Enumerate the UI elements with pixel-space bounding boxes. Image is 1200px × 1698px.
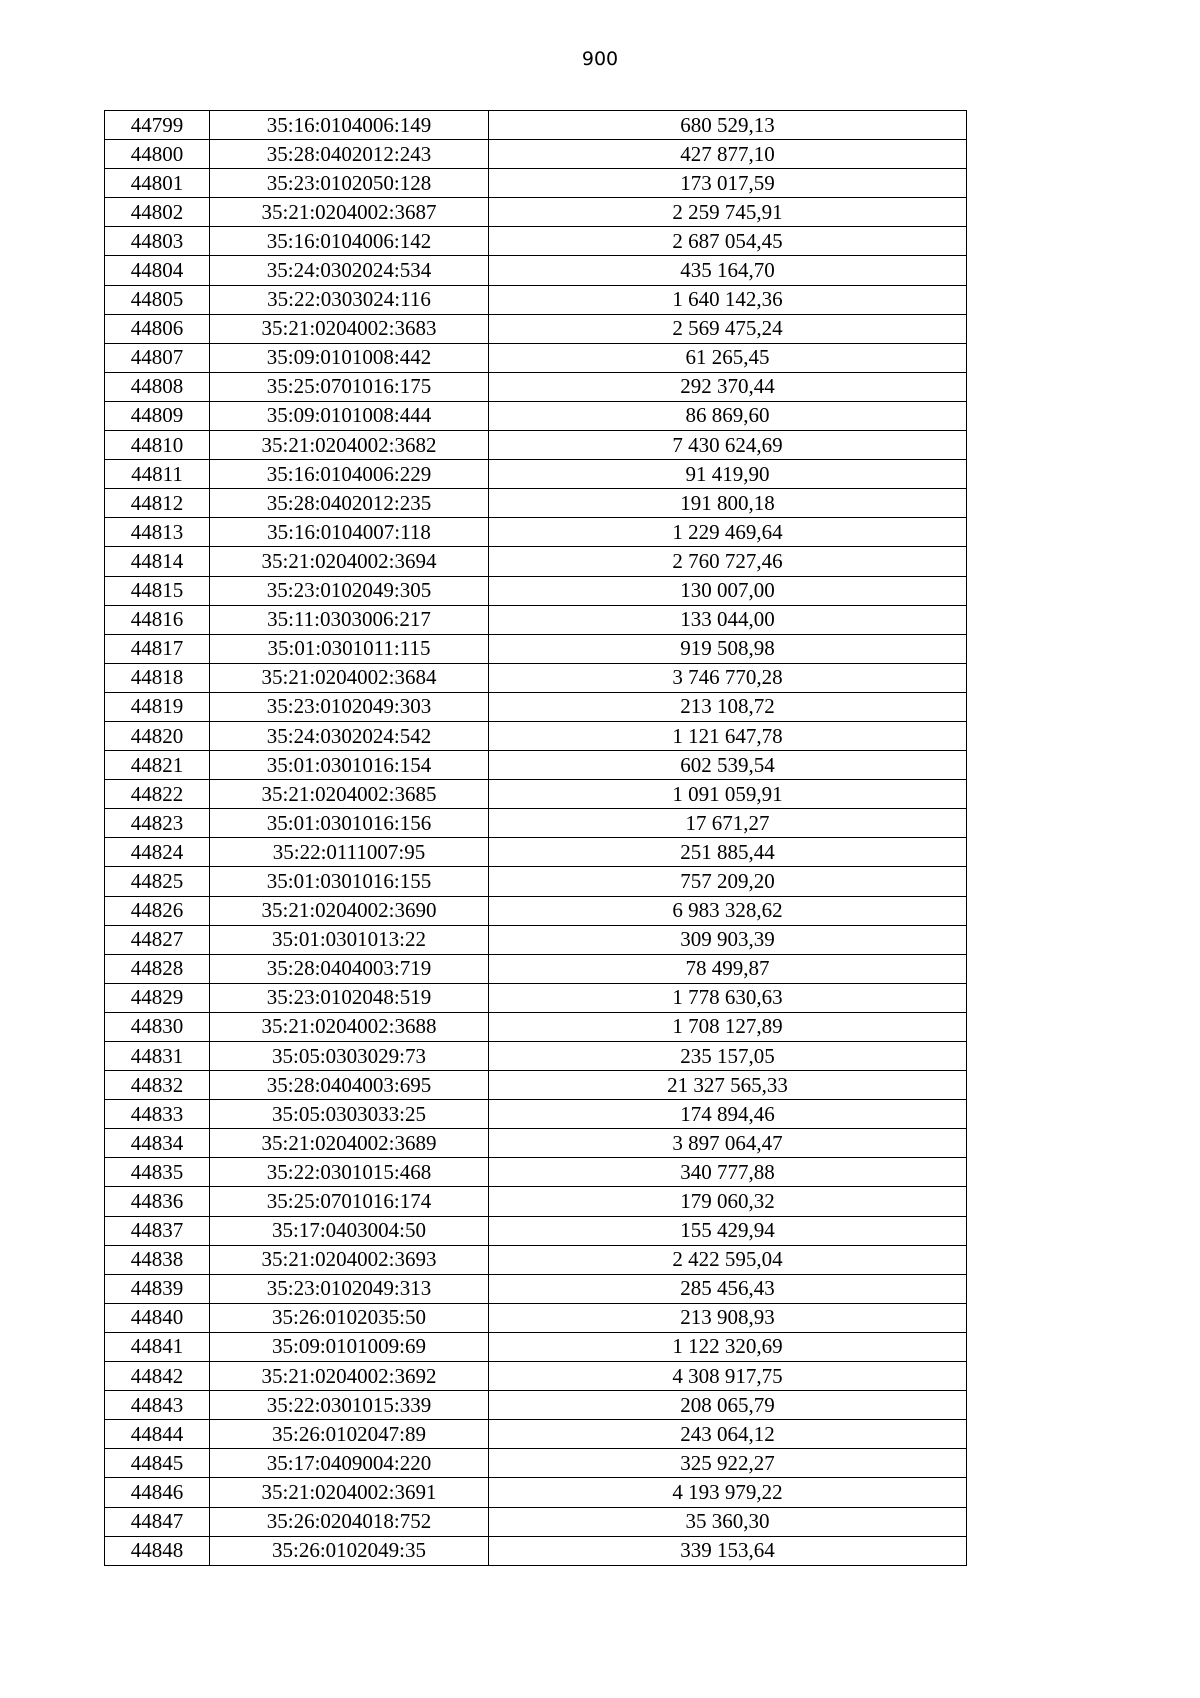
row-number-cell: 44838	[105, 1245, 210, 1274]
page-number: 900	[581, 48, 619, 70]
cadastral-value-cell: 292 370,44	[489, 372, 967, 401]
cadastral-value-cell: 2 569 475,24	[489, 314, 967, 343]
row-number-cell: 44840	[105, 1303, 210, 1332]
table-row	[105, 605, 967, 634]
table-row	[105, 169, 967, 198]
row-number-cell: 44807	[105, 343, 210, 372]
row-number-cell: 44835	[105, 1158, 210, 1187]
cadastral-number-cell: 35:22:0303024:116	[210, 285, 489, 314]
row-number-cell: 44818	[105, 663, 210, 692]
table-row	[105, 925, 967, 954]
cadastral-value-cell: 7 430 624,69	[489, 431, 967, 460]
cadastral-number-cell: 35:17:0403004:50	[210, 1216, 489, 1245]
row-number-cell: 44806	[105, 314, 210, 343]
cadastral-number-cell: 35:11:0303006:217	[210, 605, 489, 634]
cadastral-number-cell: 35:16:0104006:149	[210, 111, 489, 140]
cadastral-value-cell: 155 429,94	[489, 1216, 967, 1245]
table-row	[105, 140, 967, 169]
row-number-cell: 44802	[105, 198, 210, 227]
table-row	[105, 954, 967, 983]
cadastral-number-cell: 35:05:0303029:73	[210, 1042, 489, 1071]
row-number-cell: 44813	[105, 518, 210, 547]
cadastral-value-cell: 21 327 565,33	[489, 1071, 967, 1100]
table-row	[105, 1129, 967, 1158]
row-number-cell: 44845	[105, 1449, 210, 1478]
cadastral-number-cell: 35:28:0402012:243	[210, 140, 489, 169]
table-row	[105, 780, 967, 809]
cadastral-value-cell: 285 456,43	[489, 1274, 967, 1303]
table-row	[105, 1362, 967, 1391]
cadastral-number-cell: 35:21:0204002:3692	[210, 1362, 489, 1391]
cadastral-value-cell: 213 108,72	[489, 692, 967, 721]
row-number-cell: 44842	[105, 1362, 210, 1391]
cadastral-number-cell: 35:01:0301016:154	[210, 751, 489, 780]
table-row	[105, 1449, 967, 1478]
table-row	[105, 1420, 967, 1449]
cadastral-number-cell: 35:16:0104006:142	[210, 227, 489, 256]
cadastral-number-cell: 35:09:0101008:442	[210, 343, 489, 372]
table-row	[105, 1391, 967, 1420]
cadastral-value-cell: 325 922,27	[489, 1449, 967, 1478]
row-number-cell: 44819	[105, 692, 210, 721]
table-row	[105, 1012, 967, 1041]
cadastral-number-cell: 35:26:0204018:752	[210, 1507, 489, 1536]
table-row	[105, 198, 967, 227]
cadastral-value-cell: 2 760 727,46	[489, 547, 967, 576]
cadastral-value-cell: 427 877,10	[489, 140, 967, 169]
table-row	[105, 721, 967, 750]
cadastral-value-cell: 208 065,79	[489, 1391, 967, 1420]
cadastral-number-cell: 35:26:0102049:35	[210, 1536, 489, 1565]
row-number-cell: 44824	[105, 838, 210, 867]
cadastral-number-cell: 35:21:0204002:3682	[210, 431, 489, 460]
cadastral-number-cell: 35:24:0302024:534	[210, 256, 489, 285]
cadastral-value-cell: 1 121 647,78	[489, 721, 967, 750]
row-number-cell: 44829	[105, 983, 210, 1012]
cadastral-value-cell: 1 640 142,36	[489, 285, 967, 314]
table-row	[105, 1507, 967, 1536]
cadastral-value-cell: 17 671,27	[489, 809, 967, 838]
cadastral-value-cell: 133 044,00	[489, 605, 967, 634]
table-row	[105, 489, 967, 518]
cadastral-value-cell: 680 529,13	[489, 111, 967, 140]
cadastral-value-cell: 1 229 469,64	[489, 518, 967, 547]
row-number-cell: 44828	[105, 954, 210, 983]
cadastral-number-cell: 35:05:0303033:25	[210, 1100, 489, 1129]
row-number-cell: 44825	[105, 867, 210, 896]
cadastral-value-cell: 602 539,54	[489, 751, 967, 780]
cadastral-value-cell: 243 064,12	[489, 1420, 967, 1449]
table-row	[105, 1332, 967, 1361]
row-number-cell: 44834	[105, 1129, 210, 1158]
cadastral-value-cell: 309 903,39	[489, 925, 967, 954]
cadastral-value-cell: 173 017,59	[489, 169, 967, 198]
cadastral-value-cell: 1 122 320,69	[489, 1332, 967, 1361]
cadastral-number-cell: 35:23:0102049:313	[210, 1274, 489, 1303]
cadastral-value-cell: 757 209,20	[489, 867, 967, 896]
table-row	[105, 1100, 967, 1129]
table-row	[105, 401, 967, 430]
row-number-cell: 44809	[105, 401, 210, 430]
table-row	[105, 111, 967, 140]
table-row	[105, 256, 967, 285]
cadastral-number-cell: 35:09:0101009:69	[210, 1332, 489, 1361]
cadastral-number-cell: 35:22:0301015:339	[210, 1391, 489, 1420]
cadastral-value-cell: 4 308 917,75	[489, 1362, 967, 1391]
table-row	[105, 372, 967, 401]
row-number-cell: 44811	[105, 460, 210, 489]
row-number-cell: 44844	[105, 1420, 210, 1449]
table-row	[105, 227, 967, 256]
cadastral-value-cell: 1 091 059,91	[489, 780, 967, 809]
table-row	[105, 1187, 967, 1216]
cadastral-number-cell: 35:28:0404003:695	[210, 1071, 489, 1100]
table-row	[105, 663, 967, 692]
cadastral-value-cell: 78 499,87	[489, 954, 967, 983]
cadastral-number-cell: 35:21:0204002:3683	[210, 314, 489, 343]
table-row	[105, 838, 967, 867]
cadastral-value-cell: 3 746 770,28	[489, 663, 967, 692]
row-number-cell: 44805	[105, 285, 210, 314]
cadastral-number-cell: 35:16:0104006:229	[210, 460, 489, 489]
table-row	[105, 518, 967, 547]
cadastral-value-cell: 2 259 745,91	[489, 198, 967, 227]
row-number-cell: 44827	[105, 925, 210, 954]
cadastral-number-cell: 35:22:0301015:468	[210, 1158, 489, 1187]
cadastral-value-cell: 2 422 595,04	[489, 1245, 967, 1274]
table-row	[105, 547, 967, 576]
cadastral-value-table	[104, 110, 967, 1566]
table-row	[105, 314, 967, 343]
row-number-cell: 44820	[105, 721, 210, 750]
cadastral-number-cell: 35:01:0301016:156	[210, 809, 489, 838]
cadastral-number-cell: 35:25:0701016:175	[210, 372, 489, 401]
row-number-cell: 44821	[105, 751, 210, 780]
table-row	[105, 983, 967, 1012]
table-body	[105, 111, 967, 1566]
cadastral-number-cell: 35:26:0102047:89	[210, 1420, 489, 1449]
cadastral-number-cell: 35:16:0104007:118	[210, 518, 489, 547]
row-number-cell: 44812	[105, 489, 210, 518]
row-number-cell: 44823	[105, 809, 210, 838]
cadastral-value-cell: 339 153,64	[489, 1536, 967, 1565]
cadastral-number-cell: 35:21:0204002:3690	[210, 896, 489, 925]
table-row	[105, 1274, 967, 1303]
cadastral-value-cell: 91 419,90	[489, 460, 967, 489]
row-number-cell: 44801	[105, 169, 210, 198]
cadastral-number-cell: 35:23:0102050:128	[210, 169, 489, 198]
cadastral-value-cell: 213 908,93	[489, 1303, 967, 1332]
table-row	[105, 1042, 967, 1071]
cadastral-value-cell: 130 007,00	[489, 576, 967, 605]
table-row	[105, 867, 967, 896]
row-number-cell: 44814	[105, 547, 210, 576]
table-row	[105, 692, 967, 721]
cadastral-number-cell: 35:23:0102048:519	[210, 983, 489, 1012]
cadastral-value-cell: 191 800,18	[489, 489, 967, 518]
row-number-cell: 44803	[105, 227, 210, 256]
cadastral-number-cell: 35:21:0204002:3689	[210, 1129, 489, 1158]
cadastral-number-cell: 35:25:0701016:174	[210, 1187, 489, 1216]
table-row	[105, 1303, 967, 1332]
cadastral-value-cell: 179 060,32	[489, 1187, 967, 1216]
cadastral-number-cell: 35:21:0204002:3688	[210, 1012, 489, 1041]
row-number-cell: 44833	[105, 1100, 210, 1129]
cadastral-number-cell: 35:09:0101008:444	[210, 401, 489, 430]
cadastral-number-cell: 35:26:0102035:50	[210, 1303, 489, 1332]
table-row	[105, 460, 967, 489]
row-number-cell: 44832	[105, 1071, 210, 1100]
cadastral-number-cell: 35:23:0102049:305	[210, 576, 489, 605]
table-row	[105, 1245, 967, 1274]
cadastral-value-cell: 4 193 979,22	[489, 1478, 967, 1507]
cadastral-value-cell: 6 983 328,62	[489, 896, 967, 925]
cadastral-number-cell: 35:17:0409004:220	[210, 1449, 489, 1478]
cadastral-value-cell: 3 897 064,47	[489, 1129, 967, 1158]
cadastral-number-cell: 35:24:0302024:542	[210, 721, 489, 750]
row-number-cell: 44810	[105, 431, 210, 460]
cadastral-value-cell: 251 885,44	[489, 838, 967, 867]
cadastral-value-cell: 919 508,98	[489, 634, 967, 663]
row-number-cell: 44804	[105, 256, 210, 285]
row-number-cell: 44846	[105, 1478, 210, 1507]
row-number-cell: 44799	[105, 111, 210, 140]
table-row	[105, 343, 967, 372]
table-row	[105, 576, 967, 605]
cadastral-value-cell: 86 869,60	[489, 401, 967, 430]
row-number-cell: 44839	[105, 1274, 210, 1303]
cadastral-number-cell: 35:21:0204002:3684	[210, 663, 489, 692]
row-number-cell: 44826	[105, 896, 210, 925]
cadastral-value-cell: 174 894,46	[489, 1100, 967, 1129]
cadastral-number-cell: 35:21:0204002:3691	[210, 1478, 489, 1507]
table-row	[105, 1478, 967, 1507]
cadastral-number-cell: 35:23:0102049:303	[210, 692, 489, 721]
table-row	[105, 809, 967, 838]
row-number-cell: 44822	[105, 780, 210, 809]
cadastral-number-cell: 35:21:0204002:3685	[210, 780, 489, 809]
row-number-cell: 44841	[105, 1332, 210, 1361]
row-number-cell: 44800	[105, 140, 210, 169]
cadastral-value-cell: 340 777,88	[489, 1158, 967, 1187]
cadastral-value-cell: 1 778 630,63	[489, 983, 967, 1012]
row-number-cell: 44847	[105, 1507, 210, 1536]
cadastral-value-cell: 435 164,70	[489, 256, 967, 285]
cadastral-number-cell: 35:01:0301011:115	[210, 634, 489, 663]
cadastral-number-cell: 35:22:0111007:95	[210, 838, 489, 867]
cadastral-number-cell: 35:28:0402012:235	[210, 489, 489, 518]
row-number-cell: 44815	[105, 576, 210, 605]
cadastral-number-cell: 35:28:0404003:719	[210, 954, 489, 983]
table-row	[105, 751, 967, 780]
cadastral-number-cell: 35:01:0301013:22	[210, 925, 489, 954]
cadastral-value-cell: 2 687 054,45	[489, 227, 967, 256]
row-number-cell: 44816	[105, 605, 210, 634]
table-row	[105, 285, 967, 314]
cadastral-number-cell: 35:21:0204002:3693	[210, 1245, 489, 1274]
row-number-cell: 44808	[105, 372, 210, 401]
table-row	[105, 1158, 967, 1187]
cadastral-number-cell: 35:21:0204002:3687	[210, 198, 489, 227]
row-number-cell: 44817	[105, 634, 210, 663]
cadastral-value-cell: 61 265,45	[489, 343, 967, 372]
row-number-cell: 44830	[105, 1012, 210, 1041]
table-row	[105, 431, 967, 460]
row-number-cell: 44836	[105, 1187, 210, 1216]
row-number-cell: 44843	[105, 1391, 210, 1420]
row-number-cell: 44831	[105, 1042, 210, 1071]
row-number-cell: 44848	[105, 1536, 210, 1565]
cadastral-value-cell: 235 157,05	[489, 1042, 967, 1071]
table-row	[105, 1071, 967, 1100]
table-row	[105, 1216, 967, 1245]
cadastral-number-cell: 35:21:0204002:3694	[210, 547, 489, 576]
cadastral-value-cell: 1 708 127,89	[489, 1012, 967, 1041]
cadastral-value-cell: 35 360,30	[489, 1507, 967, 1536]
table-row	[105, 1536, 967, 1565]
cadastral-number-cell: 35:01:0301016:155	[210, 867, 489, 896]
table-row	[105, 896, 967, 925]
table-row	[105, 634, 967, 663]
row-number-cell: 44837	[105, 1216, 210, 1245]
